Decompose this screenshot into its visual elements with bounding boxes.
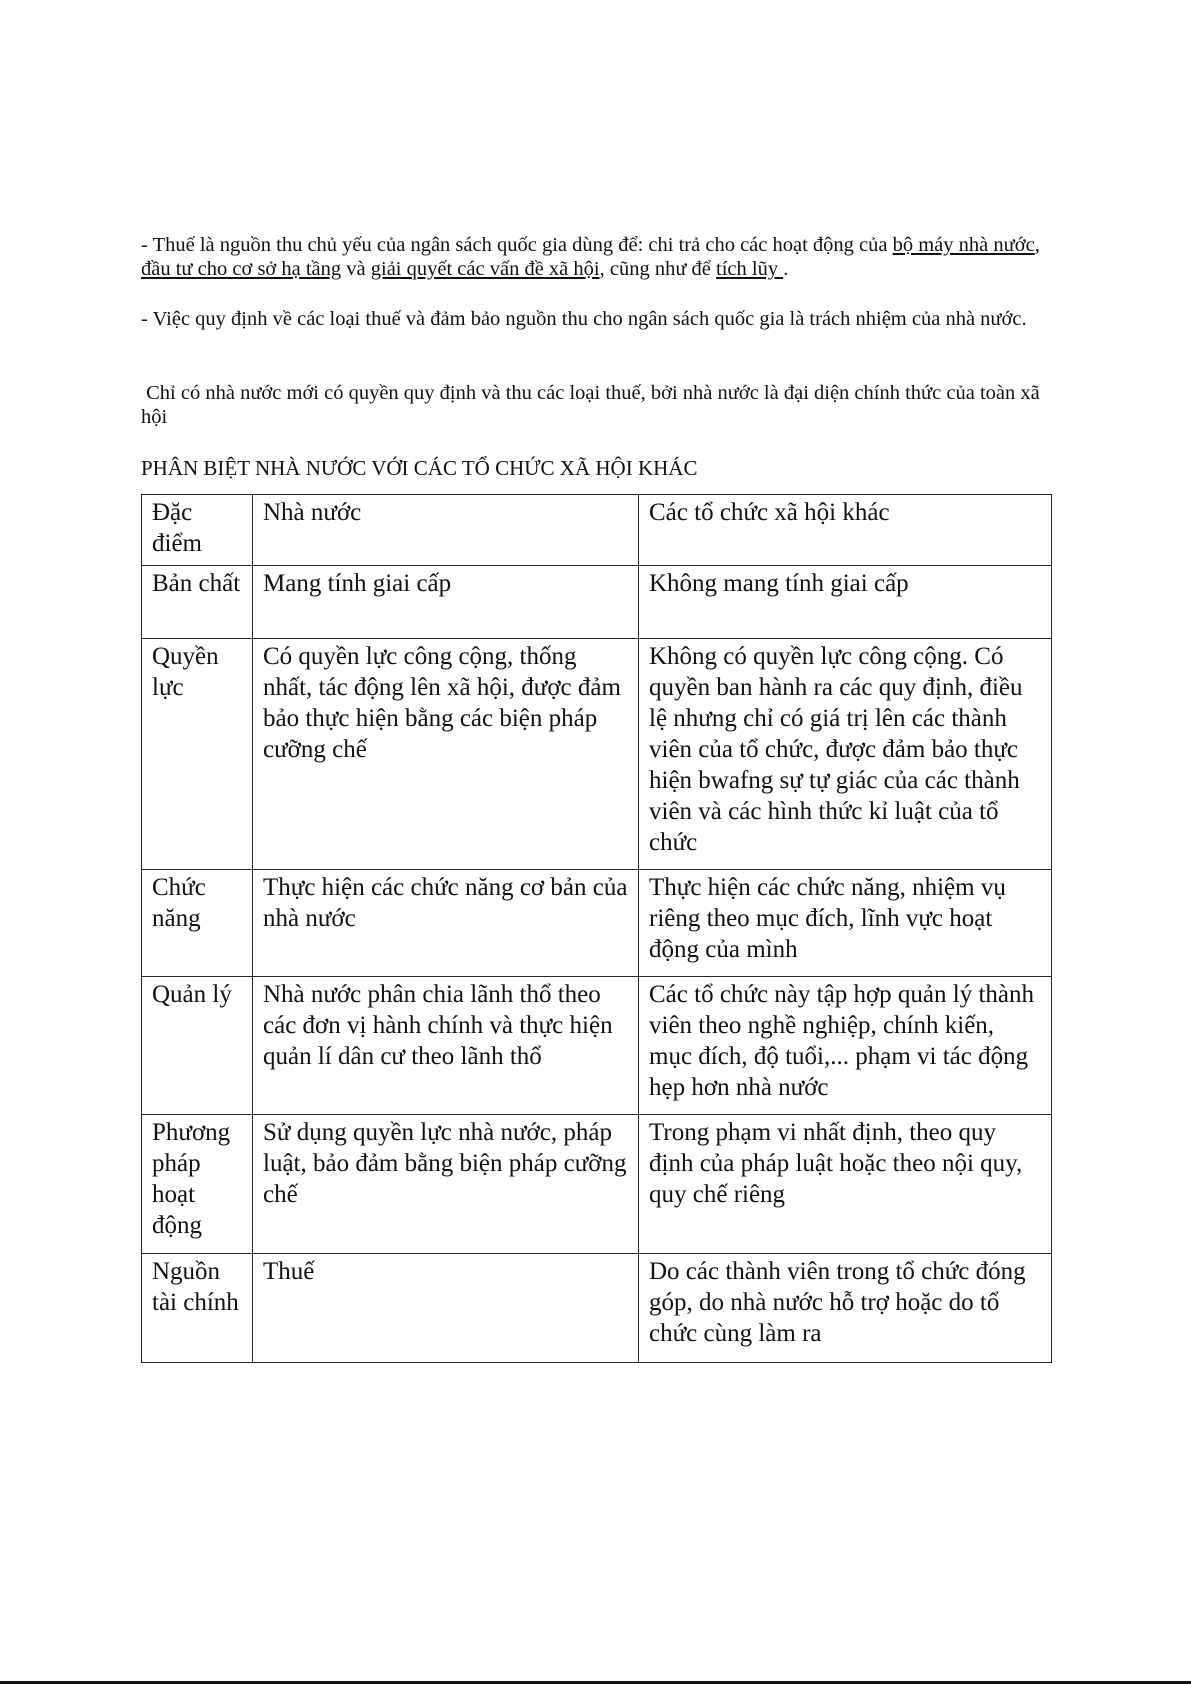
tax-paragraph-text: , [1034, 234, 1040, 256]
other-org-cell: Các tổ chức này tập hợp quản lý thành viên theo nghề nghiệp, chính kiến, mục đích, độ tuổi,... phạm vi tác động hẹp hơn nhà nước [639, 977, 1052, 1115]
state-cell: Thuế [253, 1254, 639, 1363]
other-org-cell: Trong phạm vi nhất định, theo quy định của pháp luật hoặc theo nội quy, quy chế riêng [639, 1115, 1052, 1254]
table-row [142, 566, 1052, 639]
table-row [142, 870, 1052, 977]
state-cell: Sử dụng quyền lực nhà nước, pháp luật, bảo đảm bằng biện pháp cưỡng chế [253, 1115, 639, 1254]
tax-paragraph [141, 233, 1041, 281]
link-state-apparatus[interactable]: bộ máy nhà nước [892, 234, 1035, 256]
feature-cell: Phương pháp hoạt động [142, 1115, 253, 1254]
other-org-cell: Do các thành viên trong tổ chức đóng góp, do nhà nước hỗ trợ hoặc do tổ chức cùng làm ra [639, 1254, 1052, 1363]
comparison-table [141, 494, 1052, 1363]
state-cell: Thực hiện các chức năng cơ bản của nhà nước [253, 870, 639, 977]
link-infrastructure-investment[interactable]: đầu tư cho cơ sở hạ tầng [141, 258, 342, 280]
table-row [142, 977, 1052, 1115]
table-row [142, 1115, 1052, 1254]
feature-cell: Bản chất [142, 566, 253, 639]
feature-cell: Quản lý [142, 977, 253, 1115]
tax-paragraph-text: . [783, 258, 789, 280]
link-social-issues[interactable]: giải quyết các vấn đề xã hội [370, 258, 600, 280]
tax-paragraph-text: - Thuế là nguồn thu chủ yếu của ngân sách quốc gia dùng để: chi trả cho các hoạt động của [141, 234, 893, 256]
page-bottom-rule [0, 1681, 1191, 1684]
table-header-cell: Các tổ chức xã hội khác [639, 495, 1052, 566]
table-header-cell: Nhà nước [253, 495, 639, 566]
table-row [142, 1254, 1052, 1363]
feature-cell: Quyền lực [142, 639, 253, 870]
tax-paragraph-text: và [341, 258, 371, 280]
tax-responsibility-paragraph: - Việc quy định về các loại thuế và đảm bảo nguồn thu cho ngân sách quốc gia là trách nhiệm của nhà nước. [141, 308, 1027, 330]
tax-paragraph-text: , cũng như để [599, 258, 717, 280]
table-header-row [142, 495, 1052, 566]
feature-cell: Nguồn tài chính [142, 1254, 253, 1363]
table-row [142, 639, 1052, 870]
feature-cell: Chức năng [142, 870, 253, 977]
state-cell: Mang tính giai cấp [253, 566, 639, 639]
state-cell: Có quyền lực công cộng, thống nhất, tác động lên xã hội, được đảm bảo thực hiện bằng các biện pháp cưỡng chế [253, 639, 639, 870]
other-org-cell: Thực hiện các chức năng, nhiệm vụ riêng theo mục đích, lĩnh vực hoạt động của mình [639, 870, 1052, 977]
section-heading: PHÂN BIỆT NHÀ NƯỚC VỚI CÁC TỔ CHỨC XÃ HỘI KHÁC [141, 456, 698, 480]
other-org-cell: Không có quyền lực công cộng. Có quyền ban hành ra các quy định, điều lệ nhưng chỉ có giá trị lên các thành viên của tổ chức, được đảm bảo thực hiện bwafng sự tự giác của các thành viên và các hình thức kỉ luật của tổ chức [639, 639, 1052, 870]
link-accumulation[interactable]: tích lũy [716, 258, 784, 280]
table-header-cell: Đặc điểm [142, 495, 253, 566]
tax-authority-paragraph: Chỉ có nhà nước mới có quyền quy định và thu các loại thuế, bởi nhà nước là đại diện chính thức của toàn xã hội [141, 382, 1045, 428]
state-cell: Nhà nước phân chia lãnh thổ theo các đơn vị hành chính và thực hiện quản lí dân cư theo lãnh thổ [253, 977, 639, 1115]
other-org-cell: Không mang tính giai cấp [639, 566, 1052, 639]
